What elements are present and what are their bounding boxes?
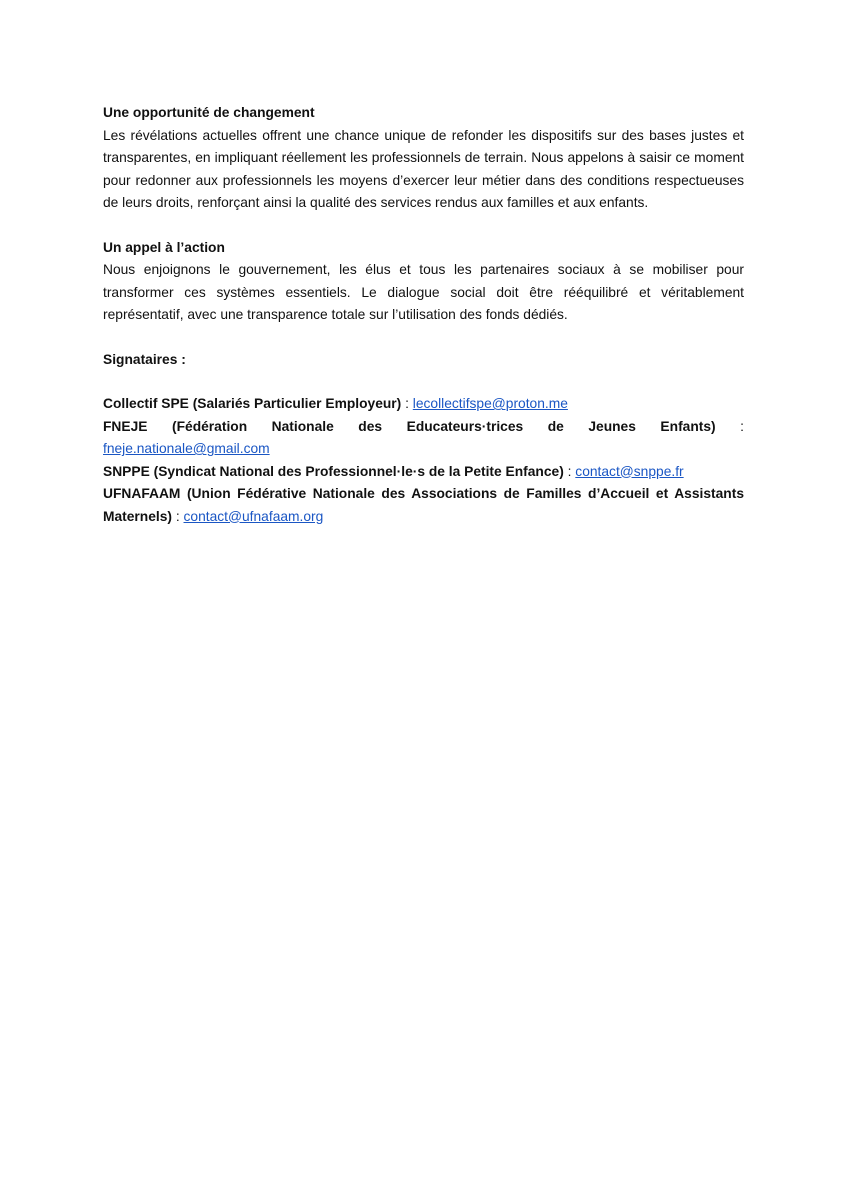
signatory-separator: : <box>715 418 744 434</box>
signatory-email-link[interactable]: fneje.nationale@gmail.com <box>103 441 270 456</box>
signatory-email-link[interactable]: contact@ufnafaam.org <box>183 508 324 524</box>
signatory-fneje <box>103 416 744 461</box>
signatory-separator: : <box>401 396 413 411</box>
section-paragraph: Nous enjoignons le gouvernement, les élus et tous les partenaires sociaux à se mobiliser pour transformer ces systèmes essentiels. Le dialogue social doit être rééquilibré et véritablement représentatif, avec une transparence totale sur l’utilisation des fonds dédiés. <box>103 262 744 322</box>
section-heading: Une opportunité de changement <box>103 105 315 120</box>
signatory-email-link[interactable]: lecollectifspe@proton.me <box>412 396 568 411</box>
signatory-separator: : <box>563 463 576 479</box>
section-heading: Un appel à l’action <box>103 239 225 255</box>
signatory-name: SNPPE (Syndicat National des Professionnel·le·s de la Petite Enfance) <box>103 463 564 479</box>
document-body <box>103 102 744 528</box>
signatory-collectif-spe <box>103 393 744 416</box>
section-opportunity <box>103 102 744 215</box>
signatories-heading: Signataires : <box>103 351 186 367</box>
signatory-snppe <box>103 461 744 484</box>
section-call-to-action <box>103 237 744 327</box>
section-paragraph: Les révélations actuelles offrent une chance unique de refonder les dispositifs sur des bases justes et transparentes, en impliquant réellement les professionnels de terrain. Nous appelons à saisir ce moment pour redonner aux professionnels les moyens d’exercer leur métier dans des conditions respectueuses de leurs droits, renforçant ainsi la qualité des services rendus aux familles et aux enfants. <box>103 127 744 210</box>
signatory-name: FNEJE (Fédération Nationale des Educateurs·trices de Jeunes Enfants) <box>103 418 716 434</box>
signatory-separator: : <box>172 508 184 524</box>
signatory-name: Collectif SPE (Salariés Particulier Employeur) <box>103 396 402 411</box>
signatory-email-link[interactable]: contact@snppe.fr <box>575 463 684 479</box>
signatory-ufnafaam <box>103 483 744 528</box>
signatories-list <box>103 393 744 528</box>
signatory-name: UFNAFAAM (Union Fédérative Nationale des Associations de Familles d’Accueil et Assistants Maternels) <box>103 486 744 524</box>
